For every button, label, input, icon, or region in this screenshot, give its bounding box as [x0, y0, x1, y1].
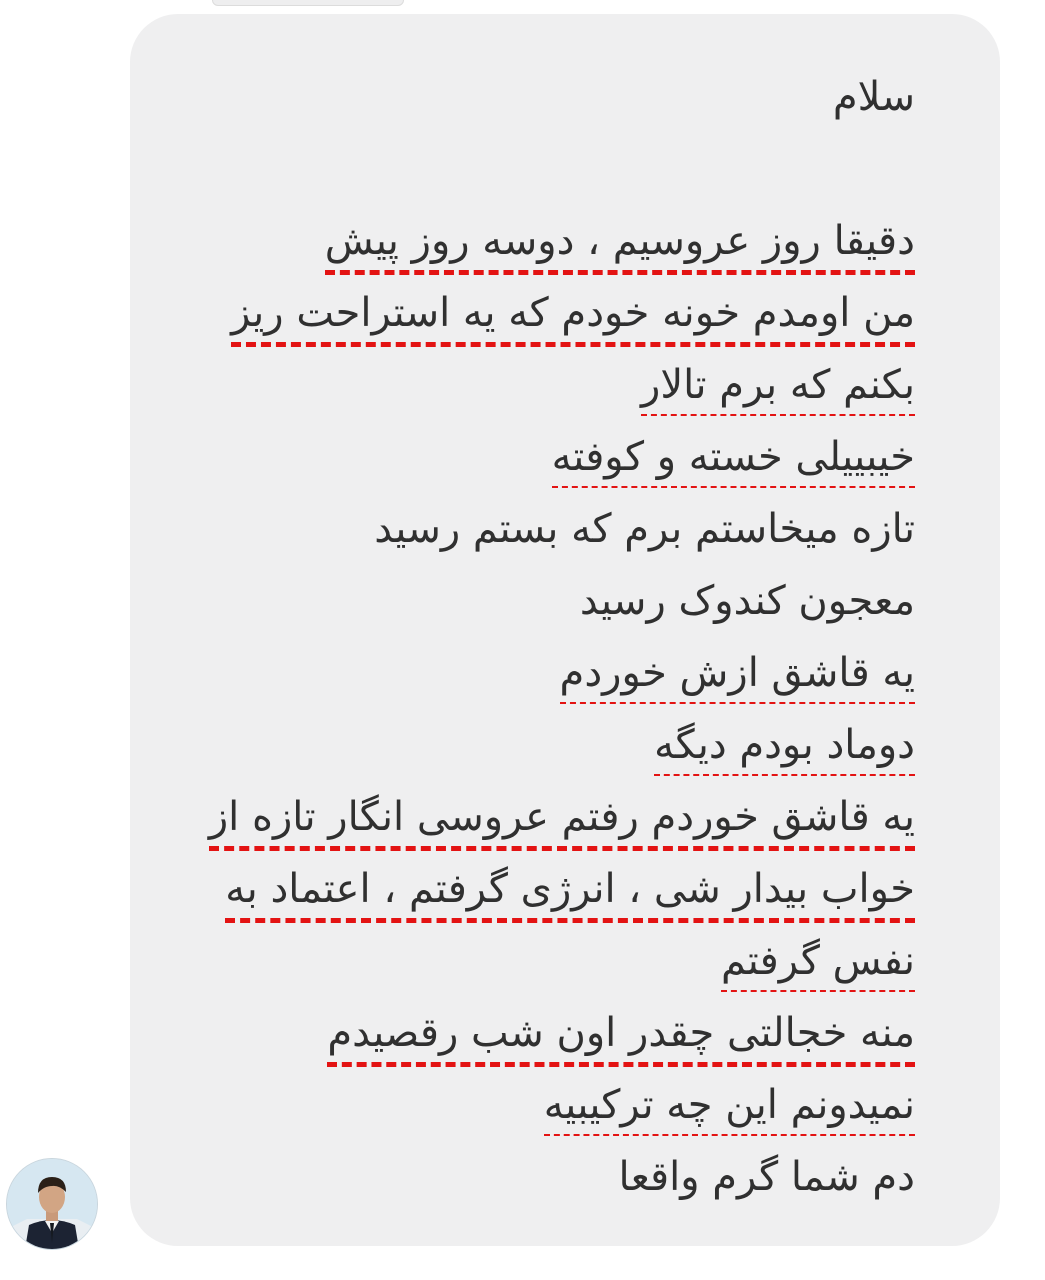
message-line-underlined: خیبییلی خسته و کوفته — [115, 432, 915, 504]
message-line-underlined: بکنم که برم تالار — [115, 360, 915, 432]
message-line-underlined: دقیقا روز عروسیم ، دوسه روز پیش — [115, 216, 915, 288]
avatar-portrait — [7, 1159, 97, 1249]
message-bubble[interactable] — [130, 14, 1000, 1246]
message-line-underlined: یه قاشق خوردم رفتم عروسی انگار تازه از — [115, 792, 915, 864]
message-line-underlined: نفس گرفتم — [115, 936, 915, 1008]
message-line: دم شما گرم واقعا — [618, 1154, 915, 1200]
message-line: سلام — [832, 74, 915, 120]
message-line-empty — [115, 144, 915, 216]
message-line: تازه میخاستم برم که بستم رسید — [374, 506, 915, 552]
message-line-underlined: من اومدم خونه خودم که یه استراحت ریز — [115, 288, 915, 360]
message-line-underlined: خواب بیدار شی ، انرژی گرفتم ، اعتماد به — [115, 864, 915, 936]
message-line-underlined: یه قاشق ازش خوردم — [115, 648, 915, 720]
message-line-underlined: منه خجالتی چقدر اون شب رقصیدم — [115, 1008, 915, 1080]
previous-message-edge — [212, 0, 404, 6]
user-avatar-icon[interactable] — [6, 1158, 98, 1250]
message-text — [115, 72, 915, 1224]
message-line-underlined: دوماد بودم دیگه — [115, 720, 915, 792]
message-line: معجون کندوک رسید — [579, 578, 915, 624]
message-line-underlined: نمیدونم این چه ترکیبیه — [115, 1080, 915, 1152]
